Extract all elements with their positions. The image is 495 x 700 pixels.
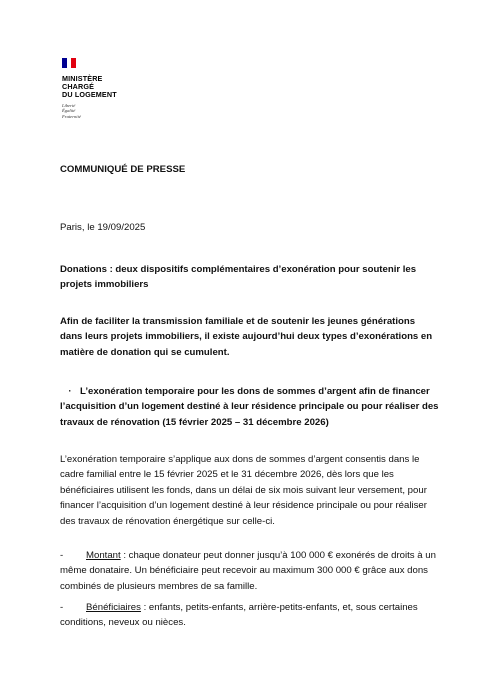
list-item-term: Bénéficiaires (86, 602, 141, 613)
ministry-name-line: CHARGÉ (62, 82, 95, 92)
document-title: COMMUNIQUÉ DE PRESSE (60, 164, 186, 175)
ministry-logo (62, 58, 142, 119)
headline: Donations : deux dispositifs complémentaires d’exonération pour soutenir les projets immobiliers (60, 264, 417, 291)
list-item (60, 548, 442, 594)
motto-line: Fraternité (62, 113, 81, 119)
document-date: Paris, le 19/09/2025 (60, 222, 146, 233)
list-dash: - (60, 550, 64, 561)
section-heading-text: L’exonération temporaire pour les dons de sommes d’argent afin de financer l’acquisition d’un logement destiné à leur résidence principale ou pour réaliser des travaux de rénovation (15 février 2025 – 31 décembre 2026) (60, 386, 439, 428)
motto-line: Liberté (62, 102, 76, 108)
republic-motto (62, 103, 142, 120)
list-item-text: : chaque donateur peut donner jusqu’à 100 000 € exonérés de droits à un même donataire. Un bénéficiaire peut recevoir au maximum 300 000 € grâce aux dons combinés de plusieurs membres de sa famille. (60, 550, 436, 592)
list-item-term: Montant (86, 550, 121, 561)
motto-line: Égalité (62, 108, 76, 114)
ministry-name-line: MINISTÈRE (62, 74, 103, 83)
ministry-name-line: DU LOGEMENT (62, 90, 117, 100)
flag-stripe-red (71, 58, 76, 68)
section-bullet: · (68, 386, 72, 397)
intro-paragraph: Afin de faciliter la transmission familiale et de soutenir les jeunes générations dans leurs projets immobiliers, il existe aujourd’hui deux types d’exonérations en matière de donation qui se cumulent. (60, 316, 433, 358)
list-item-text: : enfants, petits-enfants, arrière-petits-enfants, et, sous certaines conditions, neveux ou nièces. (60, 602, 418, 629)
list-item (60, 600, 442, 631)
ministry-name (62, 75, 142, 100)
section-heading (60, 384, 440, 430)
body-paragraph: L’exonération temporaire s’applique aux dons de sommes d’argent consentis dans le cadre familial entre le 15 février 2025 et le 31 décembre 2026, dès lors que les bénéficiaires utilisent les fonds, dans un délai de six mois suivant leur versement, pour financer l’acquisition d’un logement destiné à leur résidence principale ou pour réaliser des travaux de rénovation énergétique sur celle-ci. (60, 454, 427, 527)
list-dash: - (60, 602, 64, 613)
french-flag-icon (62, 58, 76, 68)
